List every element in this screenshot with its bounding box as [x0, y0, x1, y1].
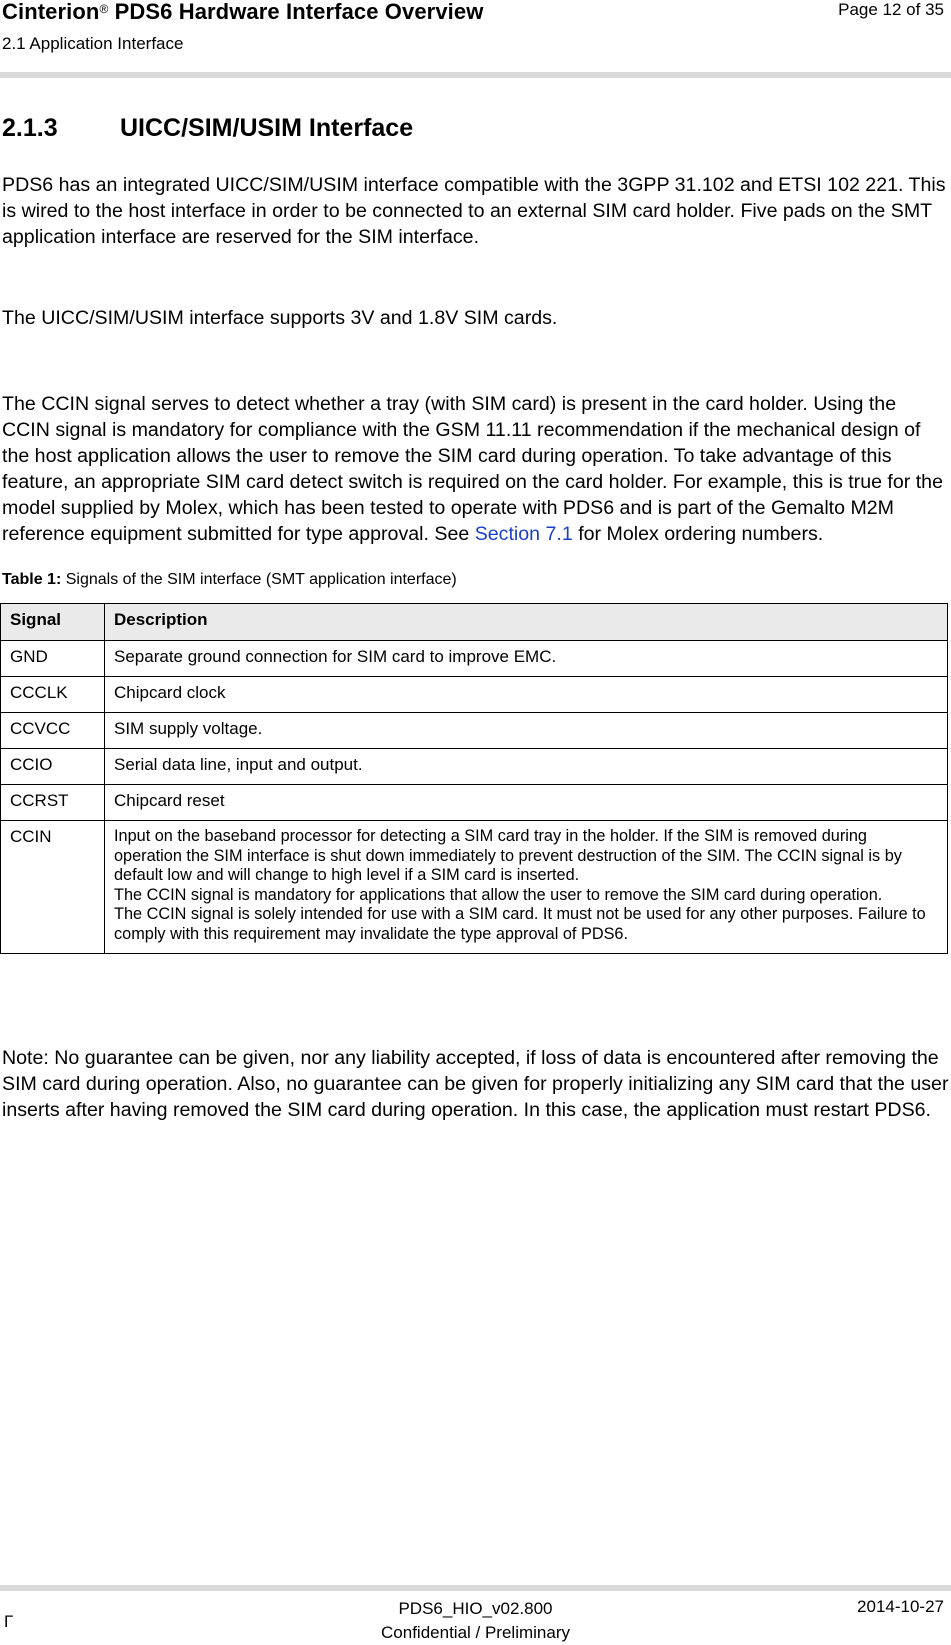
table-row: [1, 821, 948, 954]
description-cell: Serial data line, input and output.: [105, 749, 948, 785]
section-7-1-link[interactable]: Section 7.1: [474, 523, 573, 545]
intro-paragraph: PDS6 has an integrated UICC/SIM/USIM interface compatible with the 3GPP 31.102 and ETSI 102 221. This is wired to the host interface in order to be connected to an external SIM card holder. Five pads on the SMT application interface are reserved for the SIM interface.: [2, 174, 946, 248]
footer-corner-mark: Γ: [4, 1612, 14, 1631]
table-row: [1, 785, 948, 821]
column-header-signal: Signal: [1, 604, 105, 641]
signal-cell: CCCLK: [1, 677, 105, 713]
signal-cell: CCIO: [1, 749, 105, 785]
registered-mark: ®: [99, 2, 109, 16]
table-caption: Table 1: Signals of the SIM interface (SMT application interface): [2, 571, 457, 588]
footer-document-info: [0, 1597, 951, 1645]
ccin-paragraph: The CCIN signal serves to detect whether a tray (with SIM card) is present in the card holder. Using the CCIN signal is mandatory for compliance with the GSM 11.11 recommendation if the mechanical design of the host application allows the user to remove the SIM card during operation. To take advantage of this feature, an appropriate SIM card detect switch is required on the card holder. For example, this is true for the model supplied by Molex, which has been tested to operate with PDS6 and is part of the Gemalto M2M reference equipment submitted for type approval. See Section 7.1 for Molex ordering numbers.: [2, 393, 943, 545]
note-paragraph: Note: No guarantee can be given, nor any liability accepted, if loss of data is encountered after removing the SIM card during operation. Also, no guarantee can be given for properly initializing any SIM card that the user inserts after having removed the SIM card during operation. In this case, the application must restart PDS6.: [2, 1047, 949, 1121]
signal-cell: CCVCC: [1, 713, 105, 749]
page-number: Page 12 of 35: [838, 0, 944, 19]
table-row: [1, 713, 948, 749]
description-cell: SIM supply voltage.: [105, 713, 948, 749]
table-row: [1, 641, 948, 677]
description-cell: Chipcard reset: [105, 785, 948, 821]
table-row: [1, 749, 948, 785]
ccin-description-detect: Input on the baseband processor for detecting a SIM card tray in the holder. If the SIM is removed during operation the SIM interface is shut down immediately to prevent destruction of the SIM. The CCIN signal is by default low and will change to high level if a SIM card is inserted.: [114, 827, 902, 885]
footer-divider: [0, 1585, 951, 1591]
section-number: 2.1.3: [2, 114, 58, 142]
column-header-description: Description: [105, 604, 948, 641]
document-id: PDS6_HIO_v02.800: [398, 1599, 553, 1618]
document-title: Cinterion® PDS6 Hardware Interface Overview: [2, 0, 484, 24]
description-cell: [105, 821, 948, 954]
voltage-paragraph: The UICC/SIM/USIM interface supports 3V and 1.8V SIM cards.: [2, 307, 558, 329]
ccin-description-warning: The CCIN signal is solely intended for use with a SIM card. It must not be used for any other purposes. Failure to comply with this requirement may invalidate the type approval of PDS6.: [114, 905, 926, 943]
sim-signals-table: [0, 603, 948, 954]
chapter-subtitle: 2.1 Application Interface: [2, 34, 184, 53]
section-title: UICC/SIM/USIM Interface: [120, 114, 414, 142]
signal-cell: GND: [1, 641, 105, 677]
signal-cell: CCIN: [1, 821, 105, 954]
document-date: 2014-10-27: [857, 1597, 944, 1616]
description-cell: Chipcard clock: [105, 677, 948, 713]
table-header-row: [1, 604, 948, 641]
section-heading: [2, 114, 413, 143]
confidentiality-label: Confidential / Preliminary: [381, 1623, 570, 1642]
header-divider: [0, 72, 951, 78]
table-row: [1, 677, 948, 713]
ccin-description-mandatory: The CCIN signal is mandatory for applications that allow the user to remove the SIM card during operation.: [114, 885, 883, 904]
description-cell: Separate ground connection for SIM card to improve EMC.: [105, 641, 948, 677]
signal-cell: CCRST: [1, 785, 105, 821]
